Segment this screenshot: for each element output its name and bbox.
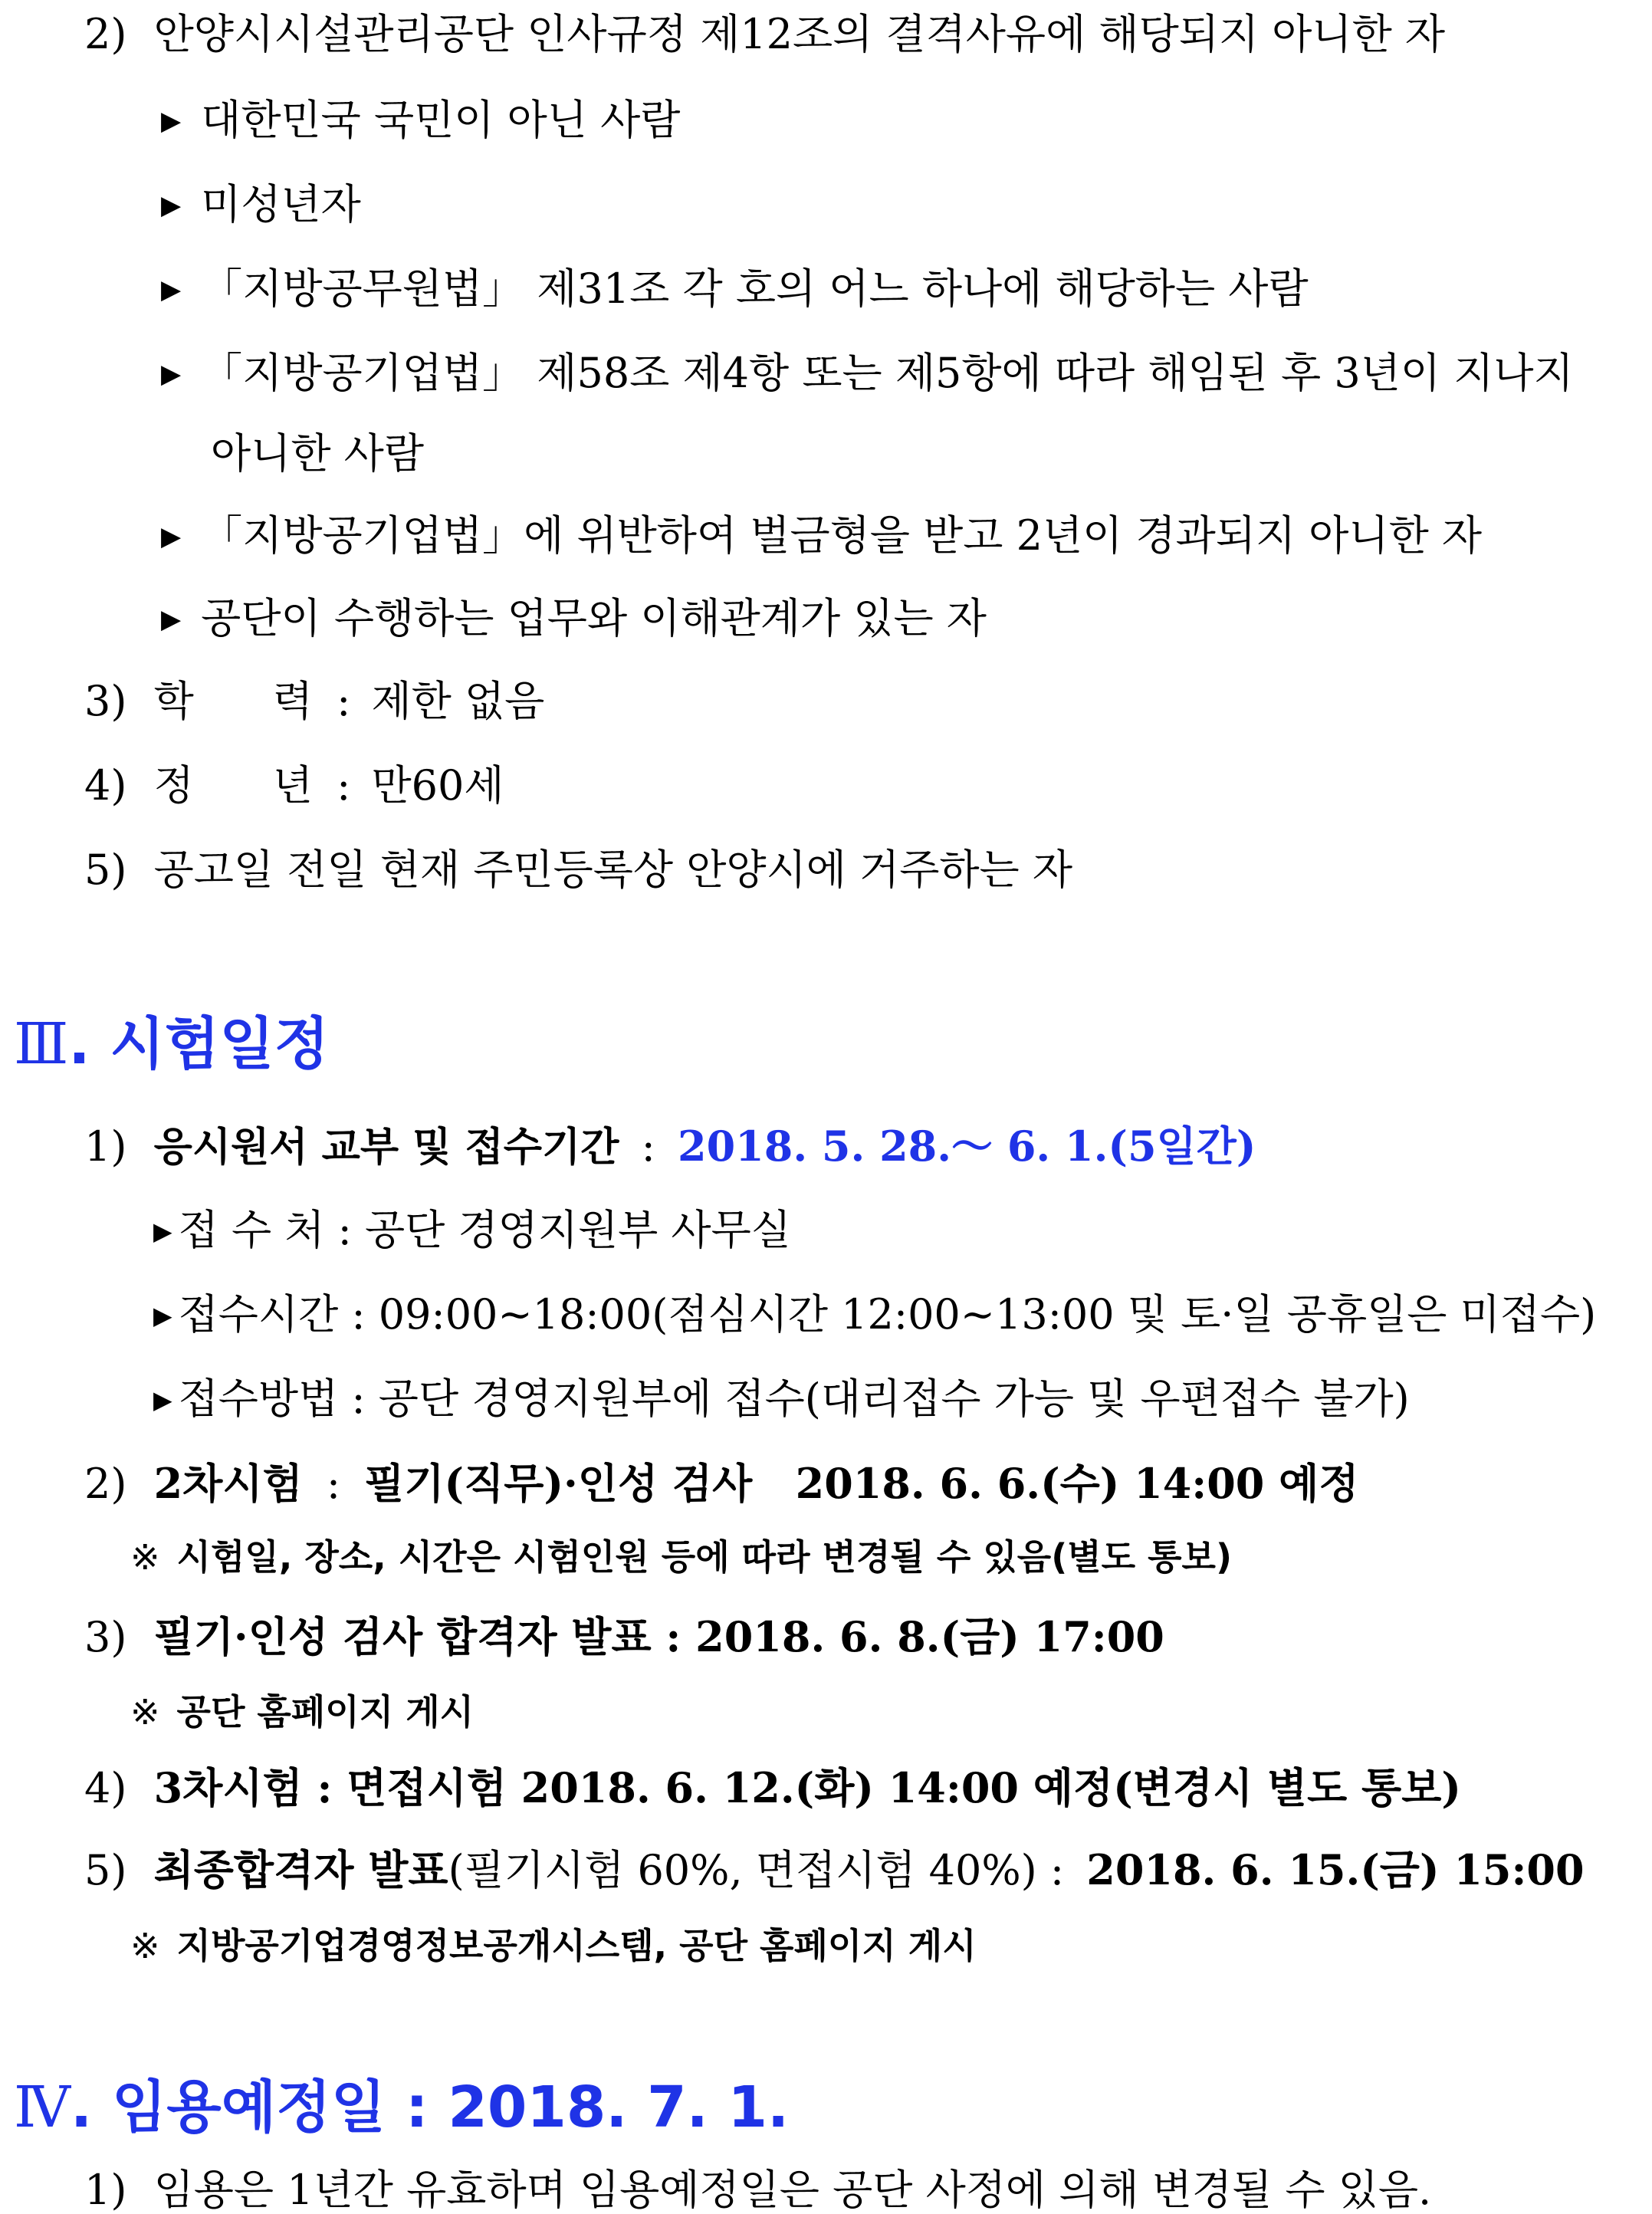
list-item bbox=[161, 264, 1309, 313]
item-value: 2018. 6. 15.(금) 15:00 bbox=[1086, 1845, 1585, 1894]
schedule-item-3 bbox=[84, 1612, 1164, 1661]
list-item-text: 공단이 수행하는 업무와 이해관계가 있는 자 bbox=[201, 594, 987, 642]
separator: : bbox=[641, 1122, 655, 1171]
notice-note bbox=[130, 1691, 475, 1733]
item-label: 응시원서 교부 및 접수기간 bbox=[153, 1125, 619, 1171]
note-text: 공단 홈페이지 게시 bbox=[176, 1691, 475, 1733]
page-title: 시험일정 bbox=[110, 1011, 330, 1077]
note-text: 시험일, 장소, 시간은 시험인원 등에 따라 변경될 수 있음(별도 통보) bbox=[176, 1536, 1233, 1578]
item-text: 3차시험 : 면접시험 2018. 6. 12.(화) 14:00 예정(변경시 별도 통보) bbox=[153, 1763, 1461, 1812]
item-detail: (필기시험 60%, 면접시험 40%) : bbox=[448, 1846, 1065, 1894]
list-item-text: 접 수 처 : 공단 경영지원부 사무실 bbox=[178, 1206, 791, 1254]
list-item-text: 접수시간 : 09:00~18:00(점심시간 12:00~13:00 및 토·일 공휴일은 미접수) bbox=[178, 1290, 1597, 1339]
item-text: 필기·인성 검사 합격자 발표 : 2018. 6. 8.(금) 17:00 bbox=[153, 1612, 1164, 1661]
item-label: 2차시험 bbox=[153, 1459, 303, 1508]
triangle-right-icon: ▶ bbox=[153, 1301, 172, 1330]
qualification-item-5 bbox=[84, 846, 1073, 894]
item-number: 5) bbox=[84, 1846, 127, 1894]
item-number: 5) bbox=[84, 846, 127, 894]
notice-note bbox=[130, 1925, 977, 1966]
item-text: 안양시시설관리공단 인사규정 제12조의 결격사유에 해당되지 아니한 자 bbox=[153, 10, 1446, 58]
list-item bbox=[161, 349, 1574, 397]
triangle-right-icon: ▶ bbox=[153, 1217, 172, 1246]
roman-numeral: Ⅳ bbox=[14, 2074, 71, 2140]
notice-note bbox=[130, 1536, 1233, 1578]
list-item-text: 대한민국 국민이 아닌 사람 bbox=[201, 96, 681, 144]
separator: : bbox=[337, 761, 351, 810]
item-number: 3) bbox=[84, 677, 127, 725]
list-item-continuation: 아니한 사람 bbox=[211, 429, 424, 478]
item-value: 만60세 bbox=[371, 761, 504, 810]
triangle-right-icon: ▶ bbox=[161, 106, 182, 136]
triangle-right-icon: ▶ bbox=[161, 521, 182, 552]
schedule-item-1 bbox=[84, 1122, 1256, 1171]
item-number: 1) bbox=[84, 2166, 127, 2214]
qualification-item-2 bbox=[84, 10, 1446, 58]
triangle-right-icon: ▶ bbox=[161, 274, 182, 305]
page-title: 임용예정일 : 2018. 7. 1. bbox=[111, 2074, 790, 2140]
roman-numeral: Ⅲ bbox=[14, 1011, 69, 1077]
item-number: 2) bbox=[84, 1460, 127, 1508]
separator: : bbox=[326, 1460, 341, 1508]
item-label: 최종합격자 발표 bbox=[153, 1845, 448, 1894]
schedule-item-4 bbox=[84, 1763, 1461, 1812]
list-item-text: 「지방공기업법」에 위반하여 벌금형을 받고 2년이 경과되지 아니한 자 bbox=[201, 511, 1483, 560]
item-label: 학 력 bbox=[153, 677, 313, 725]
reference-mark: ※ bbox=[130, 1536, 160, 1578]
list-item bbox=[153, 1206, 791, 1254]
item-number: 1) bbox=[84, 1122, 127, 1171]
triangle-right-icon: ▶ bbox=[161, 359, 182, 389]
item-value: 필기(직무)·인성 검사 2018. 6. 6.(수) 14:00 예정 bbox=[364, 1459, 1359, 1508]
item-text: 공고일 전일 현재 주민등록상 안양시에 거주하는 자 bbox=[153, 846, 1073, 894]
triangle-right-icon: ▶ bbox=[161, 190, 182, 221]
item-number: 4) bbox=[84, 1764, 127, 1812]
list-item bbox=[161, 96, 681, 144]
triangle-right-icon: ▶ bbox=[153, 1385, 172, 1414]
triangle-right-icon: ▶ bbox=[161, 604, 182, 635]
qualification-item-4 bbox=[84, 761, 504, 810]
list-item-text: 「지방공무원법」 제31조 각 호의 어느 하나에 해당하는 사람 bbox=[201, 264, 1309, 313]
item-text: 임용은 1년간 유효하며 임용예정일은 공단 사정에 의해 변경될 수 있음. bbox=[153, 2166, 1432, 2214]
reference-mark: ※ bbox=[130, 1691, 160, 1733]
list-item bbox=[153, 1290, 1597, 1339]
reference-mark: ※ bbox=[130, 1925, 160, 1966]
item-value: 제한 없음 bbox=[371, 677, 545, 725]
application-period: 2018. 5. 28.～ 6. 1.(5일간) bbox=[678, 1122, 1256, 1171]
schedule-item-5 bbox=[84, 1845, 1585, 1894]
list-item-text: 미성년자 bbox=[201, 180, 361, 228]
item-number: 3) bbox=[84, 1613, 127, 1661]
list-item-text: 「지방공기업법」 제58조 제4항 또는 제5항에 따라 해임된 후 3년이 지나지 bbox=[201, 349, 1574, 397]
qualification-item-3 bbox=[84, 677, 545, 725]
item-label: 정 년 bbox=[153, 761, 313, 810]
section-heading-appointment-date: Ⅳ. 임용예정일 : 2018. 7. 1. bbox=[14, 2074, 790, 2140]
section-heading-exam-schedule: Ⅲ. 시험일정 bbox=[14, 1011, 330, 1077]
list-item bbox=[161, 594, 987, 642]
appointment-item-1 bbox=[84, 2166, 1432, 2214]
list-item-text: 접수방법 : 공단 경영지원부에 접수(대리접수 가능 및 우편접수 불가) bbox=[178, 1375, 1410, 1423]
list-item bbox=[153, 1375, 1410, 1423]
item-number: 2) bbox=[84, 10, 127, 58]
list-item bbox=[161, 511, 1483, 560]
list-item bbox=[161, 180, 361, 228]
note-text: 지방공기업경영정보공개시스템, 공단 홈페이지 게시 bbox=[176, 1925, 977, 1966]
schedule-item-2 bbox=[84, 1459, 1359, 1508]
separator: : bbox=[337, 677, 351, 725]
item-number: 4) bbox=[84, 761, 127, 810]
